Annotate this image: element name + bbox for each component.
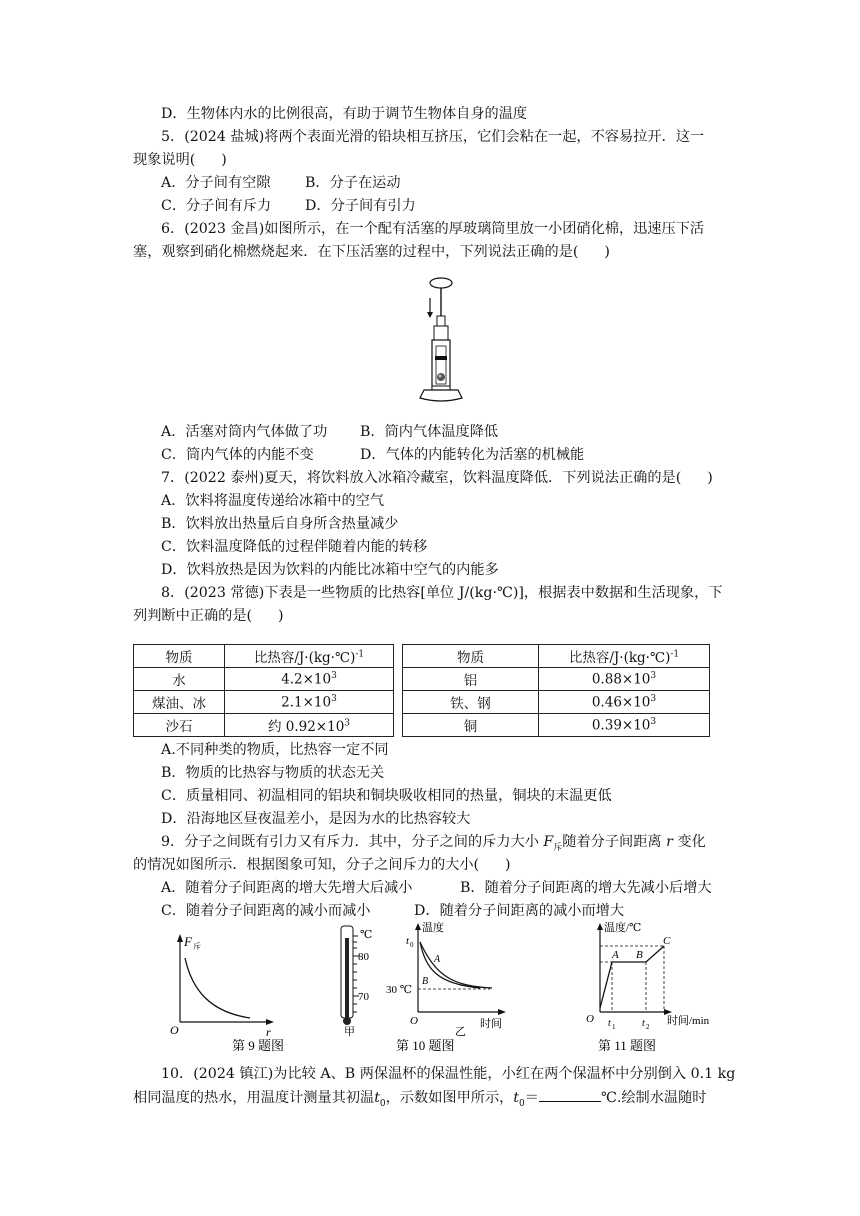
fig11-a-label: A — [612, 949, 619, 961]
figure-9 — [170, 934, 284, 1053]
thermo-80: 80 — [358, 951, 369, 963]
repulsion-curve — [185, 958, 250, 1018]
fig11-c-label: C — [663, 935, 671, 947]
fig9-r-label: r — [266, 1025, 271, 1039]
q8-stem-line2: 列判断中正确的是( ) — [133, 608, 284, 624]
header-substance-left: 物质 — [134, 645, 225, 668]
table-row — [134, 691, 710, 714]
q7-option-c: C．饮料温度降低的过程伴随着内能的转移 — [161, 539, 428, 555]
table-row — [134, 714, 710, 737]
fig11-y-label: 温度/℃ — [604, 922, 642, 934]
q5-stem-line2: 现象说明( ) — [133, 152, 227, 168]
table-cell: 水 — [134, 668, 225, 691]
q6-option-b: B．筒内气体温度降低 — [360, 424, 499, 440]
fig11-t1-sub: 1 — [612, 1023, 616, 1031]
q8-option-c: C．质量相同、初温相同的铝块和铜块吸收相同的热量，铜块的末温更低 — [161, 788, 612, 804]
fig10-jia-label: 甲 — [344, 1026, 355, 1038]
table-cell: 铜 — [403, 714, 539, 737]
fig10-x-label: 时间 — [480, 1018, 502, 1030]
curve-a — [420, 942, 492, 988]
fig11-b-label: B — [636, 949, 643, 961]
q7-stem: 7．(2022 泰州)夏天，将饮料放入冰箱冷藏室，饮料温度降低．下列说法正确的是( ) — [161, 470, 713, 486]
fig10-t0-sub: 0 — [410, 941, 414, 949]
q10-stem-line2: 相同温度的热水，用温度计测量其初温$t_0$，示数如图甲所示，$t_0=$ ℃.绘制水温随时 — [133, 1087, 707, 1114]
fig10-t0: t — [406, 935, 410, 947]
fig9-caption: 第 9 题图 — [232, 1038, 285, 1053]
q7-option-d: D．饮料放热是因为饮料的内能比冰箱中空气的内能多 — [161, 562, 499, 578]
q5-option-d: D．分子间有引力 — [305, 198, 416, 214]
q7-option-b: B．饮料放出热量后自身所含热量减少 — [161, 516, 399, 532]
table-cell: $2.1\times 10^3$ — [225, 691, 394, 714]
fig10-30c: 30 ℃ — [386, 984, 413, 996]
q6-stem-line1: 6．(2023 金昌)如图所示，在一个配有活塞的厚玻璃筒里放一小团硝化棉，迅速压下活 — [161, 221, 705, 237]
q8-option-d: D．沿海地区昼夜温差小，是因为水的比热容较大 — [161, 811, 471, 827]
q9-option-a: A．随着分子间距离的增大先增大后减小 — [161, 880, 413, 896]
q6-option-a: A．活塞对筒内气体做了功 — [161, 424, 328, 440]
figure-10-graph — [386, 920, 506, 1053]
curve-b — [420, 942, 480, 988]
figure-11 — [586, 920, 710, 1053]
q5-option-b: B．分子在运动 — [305, 175, 401, 191]
q4-option-d: D．生物体内水的比例很高，有助于调节生物体自身的温度 — [161, 106, 528, 122]
table-cell: 沙石 — [134, 714, 225, 737]
fig10-y-label: 温度 — [422, 922, 444, 934]
fig11-t2: t — [642, 1018, 645, 1029]
q6-option-d: D．气体的内能转化为活塞的机械能 — [360, 447, 585, 463]
figure-10-thermometer — [341, 926, 372, 1038]
table-row — [134, 668, 710, 691]
fig10-curve-b-label: B — [422, 976, 429, 987]
q8-stem-line1: 8．(2023 常德)下表是一些物质的比热容[单位 J/(kg·℃)]，根据表中数据和生活现象，下 — [161, 585, 723, 601]
table-cell: $0.88\times 10^3$ — [539, 668, 710, 691]
figures-row — [0, 920, 860, 1056]
specific-heat-table — [133, 644, 710, 737]
table-cell: $0.46\times 10^3$ — [539, 691, 710, 714]
header-specific-heat-right: 比热容/J·(kg·℃)$^{-1}$ — [539, 645, 710, 668]
fig11-caption: 第 11 题图 — [598, 1038, 657, 1053]
q5-option-c: C．分子间有斥力 — [161, 198, 272, 214]
q10-answer-blank[interactable] — [539, 1087, 601, 1102]
table-cell: $4.2\times 10^3$ — [225, 668, 394, 691]
table-cell: 煤油、冰 — [134, 691, 225, 714]
fig9-origin: O — [170, 1023, 179, 1037]
heating-curve — [600, 946, 664, 1008]
fig10-origin: O — [410, 1015, 418, 1027]
fig10-curve-a-label: A — [434, 954, 441, 965]
q5-option-a: A．分子间有空隙 — [161, 175, 271, 191]
q6-option-c: C．筒内气体的内能不变 — [161, 447, 314, 463]
table-header-row — [134, 645, 710, 668]
fig11-t2-sub: 2 — [646, 1023, 650, 1031]
q9-stem-line1: 9．分子之间既有引力又有斥力．其中，分子之间的斥力大小 $F_斥$随着分子间距离 r 变化 — [161, 834, 706, 853]
q9-stem-line2: 的情况如图所示．根据图象可知，分子之间斥力的大小( ) — [133, 857, 511, 873]
q6-stem-line2: 塞，观察到硝化棉燃烧起来．在下压活塞的过程中，下列说法正确的是( ) — [133, 244, 610, 260]
q8-option-a: A.不同种类的物质，比热容一定不同 — [161, 742, 389, 758]
table-cell: 铝 — [403, 668, 539, 691]
thermo-unit: ℃ — [360, 929, 373, 941]
table-cell: 约 $0.92\times 10^3$ — [225, 714, 394, 737]
q7-option-a: A．饮料将温度传递给冰箱中的空气 — [161, 493, 385, 509]
fig11-x-label: 时间/min — [667, 1015, 710, 1027]
q9-option-c: C．随着分子间距离的减小而减小 — [161, 903, 371, 919]
table-cell: 铁、钢 — [403, 691, 539, 714]
q9-option-b: B．随着分子间距离的增大先减小后增大 — [460, 880, 712, 896]
thermo-70: 70 — [358, 991, 369, 1003]
piston-cylinder-figure — [418, 276, 478, 408]
fig10-yi-label: 乙 — [455, 1026, 466, 1038]
table-cell: $0.39\times 10^3$ — [539, 714, 710, 737]
header-substance-right: 物质 — [403, 645, 539, 668]
q10-stem-line1: 10．(2024 镇江)为比较 A、B 两保温杯的保温性能，小红在两个保温杯中分别倒入 0.1 kg — [161, 1066, 736, 1082]
q8-option-b: B．物质的比热容与物质的状态无关 — [161, 765, 385, 781]
fig9-f-sub: 斥 — [193, 942, 201, 951]
fig11-origin: O — [586, 1013, 594, 1025]
q9-option-d: D．随着分子间距离的减小而增大 — [414, 903, 625, 919]
fig10-caption: 第 10 题图 — [396, 1038, 455, 1053]
fig9-f-label: F — [184, 934, 192, 949]
q5-stem-line1: 5．(2024 盐城)将两个表面光滑的铅块相互挤压，它们会粘在一起，不容易拉开．这一 — [161, 129, 705, 145]
header-specific-heat-left: 比热容/J·(kg·℃)$^{-1}$ — [225, 645, 394, 668]
fig11-t1: t — [608, 1018, 611, 1029]
